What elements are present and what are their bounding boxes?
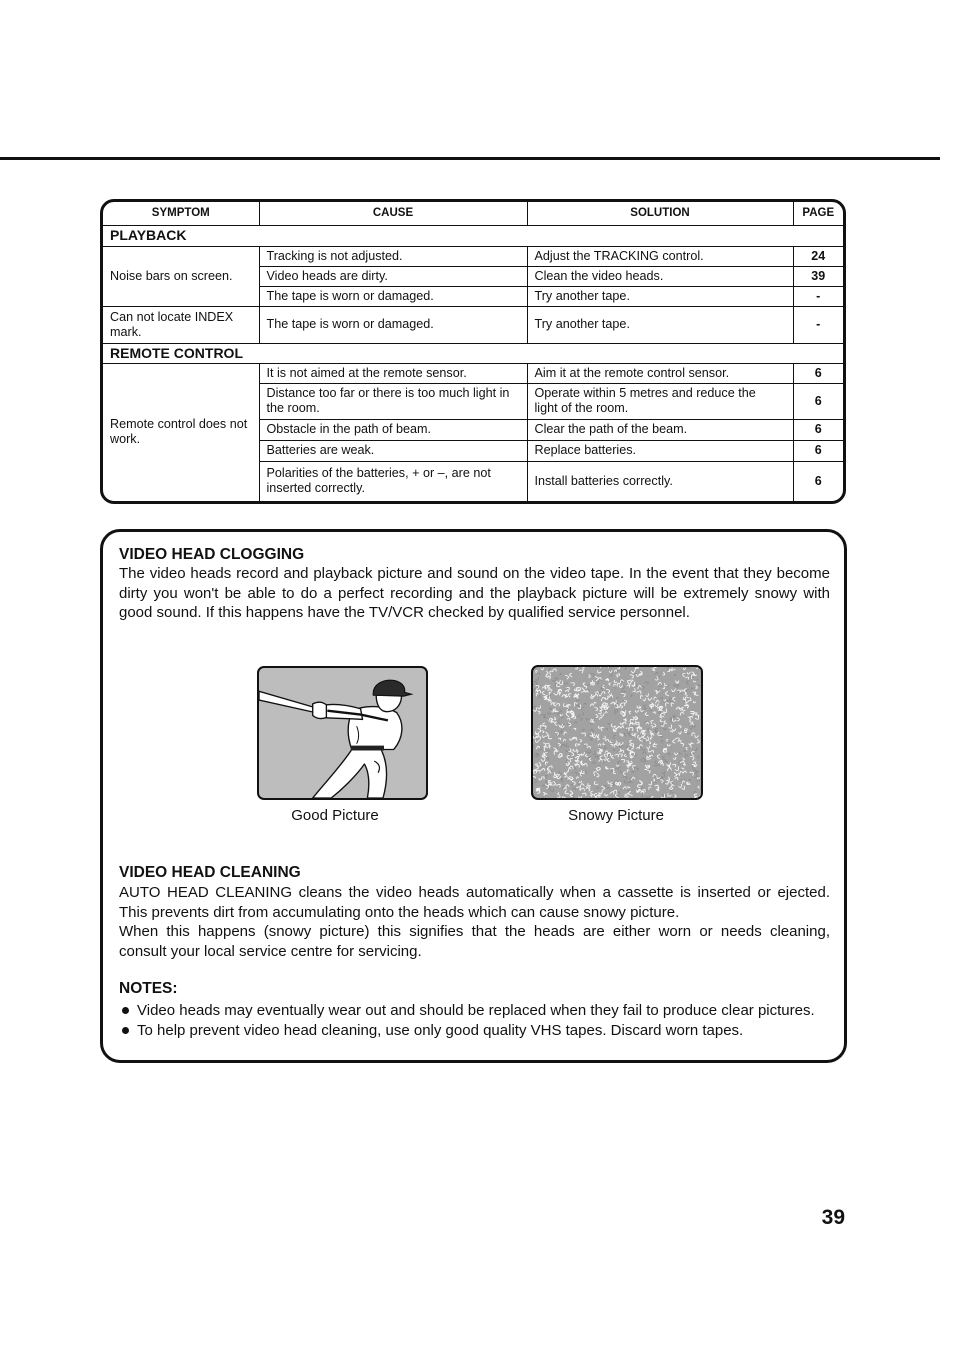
note-text: To help prevent video head cleaning, use only good quality VHS tapes. Discard worn tapes. <box>137 1021 744 1039</box>
symptom-cell: Remote control does not work. <box>103 363 259 501</box>
text-line: good sound. If this happens have the TV/VCR checked by qualified service personnel. <box>119 604 690 621</box>
header-rule <box>0 157 940 160</box>
header-cause: CAUSE <box>259 202 527 225</box>
header-page: PAGE <box>793 202 843 225</box>
snowy-picture-frame <box>531 665 703 800</box>
baseball-batter-illustration <box>259 668 426 798</box>
text-line: This prevents dirt from accumulating onto the heads which can cause snowy picture. <box>119 903 680 921</box>
solution-cell: Clear the path of the beam. <box>527 419 793 440</box>
clogging-paragraph <box>119 564 830 623</box>
section-row-playback <box>103 225 843 246</box>
cleaning-paragraph-2 <box>119 922 830 961</box>
symptom-cell: Noise bars on screen. <box>103 246 259 306</box>
page-number: 39 <box>821 1206 845 1229</box>
batter-gloves <box>313 702 327 718</box>
solution-cell: Try another tape. <box>527 306 793 343</box>
solution-cell: Aim it at the remote control sensor. <box>527 363 793 383</box>
section-title: PLAYBACK <box>103 225 843 246</box>
note-text: Video heads may eventually wear out and should be replaced when they fail to produce clear pictures. <box>137 1002 815 1019</box>
table-row <box>103 363 843 383</box>
table-row <box>103 246 843 266</box>
section-row-remote-control <box>103 343 843 363</box>
page-cell: 6 <box>793 363 843 383</box>
page-cell: - <box>793 286 843 306</box>
static-noise-light <box>533 667 701 798</box>
notes-list <box>137 1001 837 1040</box>
cause-cell: Tracking is not adjusted. <box>259 246 527 266</box>
text-line: The video heads record and playback picture and sound on the video tape. In the event that they become <box>119 565 830 582</box>
page-cell: - <box>793 306 843 343</box>
batter-belt <box>351 746 384 751</box>
header-solution: SOLUTION <box>527 202 793 225</box>
snowy-picture-caption: Snowy Picture <box>568 807 664 824</box>
cleaning-paragraph-1 <box>119 883 830 922</box>
list-item <box>137 1021 837 1041</box>
page-cell: 6 <box>793 461 843 501</box>
page-cell: 6 <box>793 440 843 461</box>
cause-cell: Obstacle in the path of beam. <box>259 419 527 440</box>
solution-cell: Install batteries correctly. <box>527 461 793 501</box>
batter-pants <box>313 749 387 798</box>
cleaning-heading: VIDEO HEAD CLEANING <box>119 864 301 881</box>
section-title: REMOTE CONTROL <box>103 343 843 363</box>
cause-cell: Distance too far or there is too much light in the room. <box>259 383 527 419</box>
list-item <box>137 1001 837 1021</box>
text-line: AUTO HEAD CLEANING cleans the video heads automatically when a cassette is inserted or ejected. <box>119 884 830 901</box>
cause-cell: The tape is worn or damaged. <box>259 286 527 306</box>
solution-cell: Operate within 5 metres and reduce the light of the room. <box>527 383 793 419</box>
good-picture-caption: Good Picture <box>291 807 379 824</box>
text-line: When this happens (snowy picture) this signifies that the heads are either worn or needs cleaning, <box>119 923 830 940</box>
solution-cell: Adjust the TRACKING control. <box>527 246 793 266</box>
video-head-info-box <box>100 529 847 1063</box>
cause-cell: The tape is worn or damaged. <box>259 306 527 343</box>
page-cell: 6 <box>793 419 843 440</box>
symptom-cell: Can not locate INDEX mark. <box>103 306 259 343</box>
text-line: consult your local service centre for servicing. <box>119 942 422 960</box>
table-row <box>103 306 843 343</box>
text-line: dirty you won't be able to do a perfect recording and the playback picture will be extremely snowy with <box>119 584 830 602</box>
table-header-row <box>103 202 843 225</box>
clogging-heading: VIDEO HEAD CLOGGING <box>119 546 305 563</box>
page-cell: 6 <box>793 383 843 419</box>
batter-face <box>376 695 401 711</box>
cause-cell: Batteries are weak. <box>259 440 527 461</box>
bullet-icon <box>122 1027 129 1034</box>
bat <box>259 691 316 712</box>
solution-cell: Replace batteries. <box>527 440 793 461</box>
bullet-icon <box>122 1007 129 1014</box>
notes-heading: NOTES: <box>119 980 178 997</box>
cause-cell: It is not aimed at the remote sensor. <box>259 363 527 383</box>
solution-cell: Try another tape. <box>527 286 793 306</box>
header-symptom: SYMPTOM <box>103 202 259 225</box>
troubleshooting-table-box <box>100 199 846 504</box>
tv-static-noise <box>533 667 701 798</box>
batter-helmet <box>373 680 411 696</box>
good-picture-frame <box>257 666 428 800</box>
cause-cell: Video heads are dirty. <box>259 266 527 286</box>
solution-cell: Clean the video heads. <box>527 266 793 286</box>
cause-cell: Polarities of the batteries, + or –, are not inserted correctly. <box>259 461 527 501</box>
troubleshooting-table <box>103 202 843 501</box>
page-cell: 39 <box>793 266 843 286</box>
page-cell: 24 <box>793 246 843 266</box>
